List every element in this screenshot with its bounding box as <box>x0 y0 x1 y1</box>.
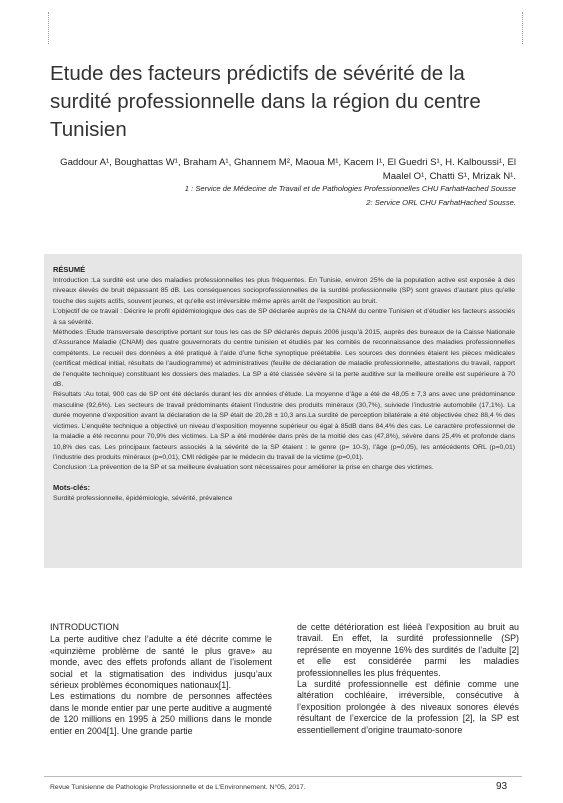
crop-mark-left <box>48 12 49 44</box>
affiliation-2: 2: Service ORL CHU FarhatHached Sousse. <box>366 198 516 207</box>
body-paragraph: Les estimations du nombre de personnes affectées dans le monde entier par une perte auditive a augmenté de 120 millions en 1995 à 250 millions dans le monde entier en 2004[1]. Une grande partie <box>50 691 272 736</box>
page-number: 93 <box>496 781 508 792</box>
body-column-right <box>297 622 519 736</box>
body-paragraph: La perte auditive chez l’adulte a été décrite comme le «quinzième problème de santé le plus grave» au monde, avec des effets profonds allant de l’isolement social et la stigmatisation des individus jusqu’aux sérieux problèmes économiques nationaux[1]. <box>50 634 272 691</box>
author-list: Gaddour A¹, Boughattas W¹, Braham A¹, Ghannem M², Maoua M¹, Kacem I¹, El Guedri S¹, H. Kalboussi¹, El Maalel O¹, Chatti S¹, Mrizak N¹. <box>60 157 516 182</box>
abstract-objective: L’objectif de ce travail : Décrire le profil épidémiologique des cas de SP déclarée auprès de la CNAM du centre Tunisien et d’étudier les facteurs associés à sa sévérité. <box>53 308 515 326</box>
section-heading-introduction: INTRODUCTION <box>50 622 119 632</box>
abstract-introduction: Introduction :La surdité est une des maladies professionnelles les plus fréquentes. En Tunisie, environ 25% de la population active est exposée à des niveaux élevés de bruit dépassant 85 dB. Les conséquences socioprofessionnelles de la surdité professionnelle (SP) sont graves d’autant plus qu’elle touche des sujets actifs, souvent jeunes, et qu’elle est irréversible même après arrêt de l’exposition au bruit. <box>53 277 515 305</box>
body-paragraph: de cette détérioration est liéeà l’exposition au bruit au travail. En effet, la surdité professionnelle (SP) représente en moyenne 16% des surdités de l’adulte [2] et elle est considérée parmi les maladies professionnelles les plus fréquentes. <box>297 622 519 678</box>
abstract-heading: RÉSUMÉ <box>53 265 86 274</box>
crop-mark-right <box>522 12 523 44</box>
journal-citation: Revue Tunisienne de Pathologie Professionnelle et de L’Environnement. N°05, 2017. <box>50 784 306 791</box>
abstract-conclusion: Conclusion :La prévention de la SP et sa meilleure évaluation sont nécessaires pour améliorer la prise en charge des victimes. <box>53 464 434 472</box>
abstract-box <box>44 254 522 568</box>
keywords-text: Surdité professionnelle, épidémiologie, sévérité, prévalence <box>53 494 233 502</box>
keywords-heading: Mots-clés: <box>53 482 91 492</box>
affiliation-1: 1 : Service de Médecine de Travail et de Pathologies Professionnelles CHU FarhatHached Sousse <box>184 184 516 193</box>
article-title: Etude des facteurs prédictifs de sévérité de la surdité professionnelle dans la région du centre Tunisien <box>50 62 481 141</box>
abstract-results: Résultats :Au total, 900 cas de SP ont été déclarés durant les dix années d’étude. La moyenne d’âge a été de 48,05 ± 7,3 ans avec une prédominance masculine (92,6%). Les secteurs de travail prédominants étaient l’industrie des produits minéraux (30,7%), suiviede l’industrie automobile (17,1%). La durée moyenne d’exposition avant la déclaration de la SP était de 20,28 ± 10,3 ans.La surdité de perception bilatérale a été objectivée chez 88,4 % des victimes. L’enquête technique a objectivé un niveau d’exposition moyenne supérieur ou égal à 85dB dans 84,4% des cas. Le caractère professionnel de la maladie a été reconnu pour 70,9% des victimes. La SP a été modérée dans près de la moitié des cas (47,8%), sévère dans 25,4% et profonde dans 10,8% des cas. Les principaux facteurs associés à la sévérité de la SP étaient : le genre (p= 10-3), l’âge (p=0,05), les antécédents ORL (p=0,01) l’industrie des produits minéraux (p=0,01), CMI rédigée par le médecin du travail de la victime (p=0,01). <box>53 391 515 461</box>
body-paragraph: La surdité professionnelle est définie comme une altération cochléaire, irréversible, consécutive à l’exposition prolongée à des niveaux sonores élevés résultant de l’exercice de la profession [2], la SP est essentiellement d’origine traumato-sonore <box>297 679 519 735</box>
footer-divider <box>44 776 522 777</box>
body-column-left <box>50 622 272 737</box>
abstract-content <box>53 265 515 504</box>
abstract-methods: Méthodes :Etude transversale descriptive portant sur tous les cas de SP déclarés depuis 2006 jusqu’à 2015, auprès des bureaux de la Caisse Nationale d’Assurance Maladie (CNAM) des quatre gouvernorats du centre tunisien et étudiés par les comités de reconnaissance des maladies professionnelles compétents. Le recueil des données a été pratiqué à l’aide d’une fiche synoptique préétablie. Les sources des données étaient les pièces médicales (certificat médical initial, résultats de l’audiogramme) et administratives (feuille de déclaration de maladie professionnelle, attestations du travail, rapport de l’enquête technique) constituant les dossiers des malades. La SP a été classée sévère si la perte auditive sur la meilleure oreille est supérieure à 70 dB. <box>53 329 515 389</box>
